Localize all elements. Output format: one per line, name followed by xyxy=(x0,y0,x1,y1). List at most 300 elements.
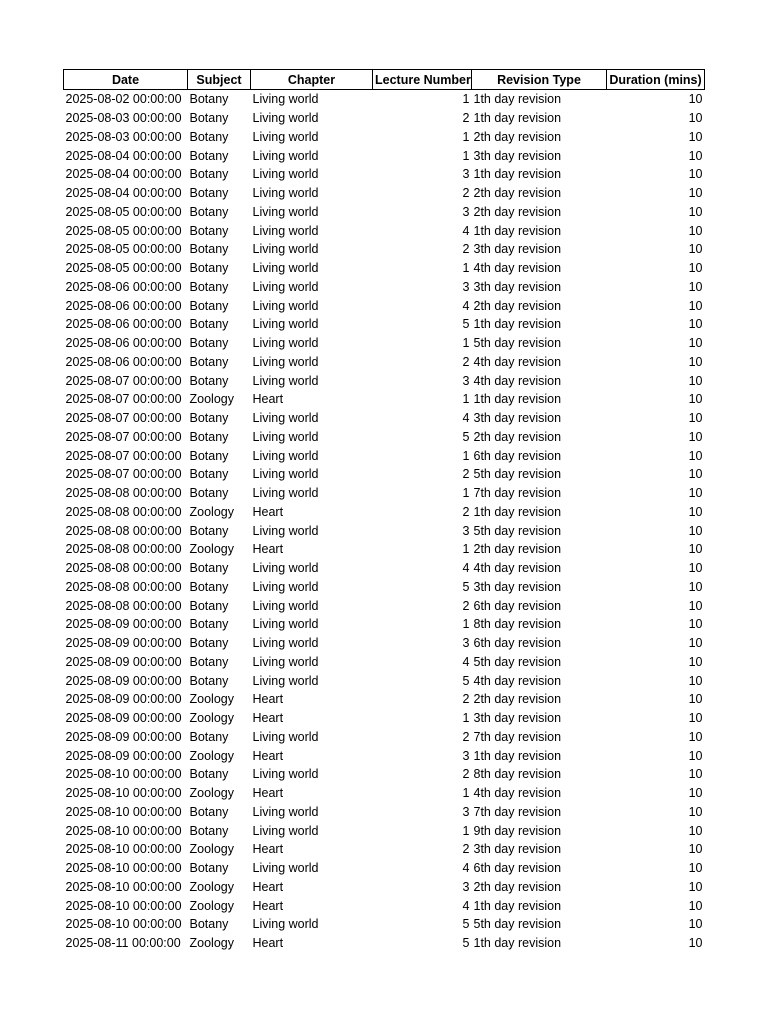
table-row xyxy=(64,521,705,540)
duration-cell[interactable]: 10 xyxy=(688,767,703,782)
chapter-cell[interactable]: Living world xyxy=(252,467,319,482)
date-cell[interactable]: 2025-08-08 00:00:00 xyxy=(65,561,182,576)
chapter-cell[interactable]: Living world xyxy=(252,242,319,257)
date-cell[interactable]: 2025-08-10 00:00:00 xyxy=(65,767,182,782)
revision-type-cell[interactable]: 2th day revision xyxy=(473,692,562,707)
chapter-cell[interactable]: Living world xyxy=(252,767,319,782)
chapter-cell[interactable]: Heart xyxy=(252,392,284,407)
duration-cell[interactable]: 10 xyxy=(688,336,703,351)
chapter-cell[interactable]: Living world xyxy=(252,429,319,444)
lecture-number-cell[interactable]: 5 xyxy=(462,429,470,444)
duration-cell[interactable]: 10 xyxy=(688,654,703,669)
subject-cell[interactable]: Botany xyxy=(189,523,229,538)
subject-cell[interactable]: Zoology xyxy=(189,936,234,951)
subject-cell[interactable]: Botany xyxy=(189,129,229,144)
chapter-cell[interactable]: Living world xyxy=(252,148,319,163)
duration-cell[interactable]: 10 xyxy=(688,92,703,107)
subject-cell[interactable]: Botany xyxy=(189,448,229,463)
subject-cell[interactable]: Botany xyxy=(189,861,229,876)
duration-cell[interactable]: 10 xyxy=(688,879,703,894)
duration-cell[interactable]: 10 xyxy=(688,692,703,707)
subject-cell[interactable]: Botany xyxy=(189,636,229,651)
duration-cell[interactable]: 10 xyxy=(688,467,703,482)
header-date[interactable]: Date xyxy=(64,70,188,90)
chapter-cell[interactable]: Living world xyxy=(252,617,319,632)
revision-type-cell[interactable]: 5th day revision xyxy=(473,523,562,538)
header-subject[interactable]: Subject xyxy=(188,70,251,90)
lecture-number-cell[interactable]: 1 xyxy=(462,711,470,726)
revision-type-cell[interactable]: 2th day revision xyxy=(473,542,562,557)
revision-type-cell[interactable]: 2th day revision xyxy=(473,429,562,444)
chapter-cell[interactable]: Heart xyxy=(252,711,284,726)
duration-cell[interactable]: 10 xyxy=(688,204,703,219)
date-cell[interactable]: 2025-08-03 00:00:00 xyxy=(65,129,182,144)
duration-cell[interactable]: 10 xyxy=(688,861,703,876)
subject-cell[interactable]: Botany xyxy=(189,186,229,201)
lecture-number-cell[interactable]: 3 xyxy=(462,373,470,388)
table-row xyxy=(64,671,705,690)
header-duration[interactable]: Duration (mins) xyxy=(607,70,705,90)
subject-cell[interactable]: Botany xyxy=(189,673,229,688)
subject-cell[interactable]: Botany xyxy=(189,654,229,669)
duration-cell[interactable]: 10 xyxy=(688,804,703,819)
chapter-cell[interactable]: Living world xyxy=(252,448,319,463)
date-cell[interactable]: 2025-08-08 00:00:00 xyxy=(65,542,182,557)
duration-cell[interactable]: 10 xyxy=(688,392,703,407)
revision-type-cell[interactable]: 4th day revision xyxy=(473,561,562,576)
subject-cell[interactable]: Botany xyxy=(189,261,229,276)
date-cell[interactable]: 2025-08-02 00:00:00 xyxy=(65,92,182,107)
date-cell[interactable]: 2025-08-10 00:00:00 xyxy=(65,804,182,819)
date-cell[interactable]: 2025-08-07 00:00:00 xyxy=(65,392,182,407)
revision-type-cell[interactable]: 1th day revision xyxy=(473,92,562,107)
duration-cell[interactable]: 10 xyxy=(688,917,703,932)
subject-cell[interactable]: Zoology xyxy=(189,786,234,801)
chapter-cell[interactable]: Living world xyxy=(252,654,319,669)
chapter-cell[interactable]: Heart xyxy=(252,898,284,913)
duration-cell[interactable]: 10 xyxy=(688,673,703,688)
lecture-number-cell[interactable]: 1 xyxy=(462,129,470,144)
revision-type-cell[interactable]: 7th day revision xyxy=(473,729,562,744)
date-cell[interactable]: 2025-08-09 00:00:00 xyxy=(65,729,182,744)
duration-cell[interactable]: 10 xyxy=(688,129,703,144)
revision-type-cell[interactable]: 8th day revision xyxy=(473,617,562,632)
lecture-number-cell[interactable]: 5 xyxy=(462,579,470,594)
lecture-number-cell[interactable]: 3 xyxy=(462,167,470,182)
date-cell[interactable]: 2025-08-07 00:00:00 xyxy=(65,373,182,388)
subject-cell[interactable]: Zoology xyxy=(189,711,234,726)
date-cell[interactable]: 2025-08-05 00:00:00 xyxy=(65,261,182,276)
lecture-number-cell[interactable]: 2 xyxy=(462,598,470,613)
lecture-number-cell[interactable]: 1 xyxy=(462,336,470,351)
chapter-cell[interactable]: Heart xyxy=(252,504,284,519)
revision-type-cell[interactable]: 2th day revision xyxy=(473,298,562,313)
table-row xyxy=(64,934,705,953)
revision-type-cell[interactable]: 1th day revision xyxy=(473,898,562,913)
subject-cell[interactable]: Botany xyxy=(189,823,229,838)
table-row xyxy=(64,428,705,447)
duration-cell[interactable]: 10 xyxy=(688,617,703,632)
subject-cell[interactable]: Zoology xyxy=(189,392,234,407)
date-cell[interactable]: 2025-08-05 00:00:00 xyxy=(65,242,182,257)
chapter-cell[interactable]: Living world xyxy=(252,129,319,144)
revision-type-cell[interactable]: 3th day revision xyxy=(473,411,562,426)
duration-cell[interactable]: 10 xyxy=(688,167,703,182)
subject-cell[interactable]: Botany xyxy=(189,579,229,594)
revision-type-cell[interactable]: 4th day revision xyxy=(473,261,562,276)
subject-cell[interactable]: Botany xyxy=(189,767,229,782)
chapter-cell[interactable]: Living world xyxy=(252,223,319,238)
revision-type-cell[interactable]: 9th day revision xyxy=(473,823,562,838)
subject-cell[interactable]: Botany xyxy=(189,354,229,369)
lecture-number-cell[interactable]: 2 xyxy=(462,767,470,782)
table-row xyxy=(64,746,705,765)
date-cell[interactable]: 2025-08-05 00:00:00 xyxy=(65,223,182,238)
duration-cell[interactable]: 10 xyxy=(688,823,703,838)
chapter-cell[interactable]: Living world xyxy=(252,336,319,351)
lecture-number-cell[interactable]: 2 xyxy=(462,186,470,201)
chapter-cell[interactable]: Living world xyxy=(252,204,319,219)
revision-type-cell[interactable]: 7th day revision xyxy=(473,486,562,501)
lecture-number-cell[interactable]: 1 xyxy=(462,486,470,501)
subject-cell[interactable]: Botany xyxy=(189,411,229,426)
subject-cell[interactable]: Botany xyxy=(189,279,229,294)
revision-type-cell[interactable]: 1th day revision xyxy=(473,111,562,126)
chapter-cell[interactable]: Living world xyxy=(252,92,319,107)
date-cell[interactable]: 2025-08-06 00:00:00 xyxy=(65,317,182,332)
date-cell[interactable]: 2025-08-10 00:00:00 xyxy=(65,917,182,932)
revision-type-cell[interactable]: 3th day revision xyxy=(473,279,562,294)
date-cell[interactable]: 2025-08-04 00:00:00 xyxy=(65,186,182,201)
duration-cell[interactable]: 10 xyxy=(688,111,703,126)
lecture-number-cell[interactable]: 2 xyxy=(462,111,470,126)
lecture-number-cell[interactable]: 3 xyxy=(462,748,470,763)
date-cell[interactable]: 2025-08-07 00:00:00 xyxy=(65,467,182,482)
subject-cell[interactable]: Zoology xyxy=(189,898,234,913)
revision-type-cell[interactable]: 2th day revision xyxy=(473,879,562,894)
subject-cell[interactable]: Botany xyxy=(189,486,229,501)
date-cell[interactable]: 2025-08-08 00:00:00 xyxy=(65,579,182,594)
chapter-cell[interactable]: Heart xyxy=(252,748,284,763)
subject-cell[interactable]: Zoology xyxy=(189,504,234,519)
revision-type-cell[interactable]: 7th day revision xyxy=(473,804,562,819)
lecture-number-cell[interactable]: 1 xyxy=(462,448,470,463)
date-cell[interactable]: 2025-08-08 00:00:00 xyxy=(65,486,182,501)
lecture-number-cell[interactable]: 1 xyxy=(462,823,470,838)
revision-type-cell[interactable]: 4th day revision xyxy=(473,373,562,388)
duration-cell[interactable]: 10 xyxy=(688,486,703,501)
subject-cell[interactable]: Zoology xyxy=(189,692,234,707)
date-cell[interactable]: 2025-08-04 00:00:00 xyxy=(65,148,182,163)
subject-cell[interactable]: Zoology xyxy=(189,879,234,894)
lecture-number-cell[interactable]: 1 xyxy=(462,617,470,632)
date-cell[interactable]: 2025-08-08 00:00:00 xyxy=(65,504,182,519)
lecture-number-cell[interactable]: 2 xyxy=(462,354,470,369)
duration-cell[interactable]: 10 xyxy=(688,786,703,801)
chapter-cell[interactable]: Heart xyxy=(252,786,284,801)
lecture-number-cell[interactable]: 2 xyxy=(462,504,470,519)
table-row xyxy=(64,859,705,878)
chapter-cell[interactable]: Living world xyxy=(252,111,319,126)
date-cell[interactable]: 2025-08-08 00:00:00 xyxy=(65,598,182,613)
duration-cell[interactable]: 10 xyxy=(688,748,703,763)
date-cell[interactable]: 2025-08-09 00:00:00 xyxy=(65,636,182,651)
chapter-cell[interactable]: Heart xyxy=(252,879,284,894)
subject-cell[interactable]: Botany xyxy=(189,223,229,238)
subject-cell[interactable]: Botany xyxy=(189,373,229,388)
revision-type-cell[interactable]: 3th day revision xyxy=(473,579,562,594)
revision-type-cell[interactable]: 6th day revision xyxy=(473,636,562,651)
duration-cell[interactable]: 10 xyxy=(688,579,703,594)
date-cell[interactable]: 2025-08-10 00:00:00 xyxy=(65,842,182,857)
lecture-number-cell[interactable]: 3 xyxy=(462,279,470,294)
revision-type-cell[interactable]: 1th day revision xyxy=(473,748,562,763)
chapter-cell[interactable]: Living world xyxy=(252,579,319,594)
revision-type-cell[interactable]: 3th day revision xyxy=(473,842,562,857)
date-cell[interactable]: 2025-08-10 00:00:00 xyxy=(65,898,182,913)
date-cell[interactable]: 2025-08-07 00:00:00 xyxy=(65,411,182,426)
table-row xyxy=(64,503,705,522)
revision-type-cell[interactable]: 8th day revision xyxy=(473,767,562,782)
date-cell[interactable]: 2025-08-07 00:00:00 xyxy=(65,429,182,444)
revision-type-cell[interactable]: 2th day revision xyxy=(473,129,562,144)
revision-type-cell[interactable]: 4th day revision xyxy=(473,354,562,369)
date-cell[interactable]: 2025-08-06 00:00:00 xyxy=(65,298,182,313)
revision-schedule-sheet xyxy=(63,69,704,953)
date-cell[interactable]: 2025-08-09 00:00:00 xyxy=(65,748,182,763)
chapter-cell[interactable]: Heart xyxy=(252,692,284,707)
duration-cell[interactable]: 10 xyxy=(688,223,703,238)
revision-type-cell[interactable]: 5th day revision xyxy=(473,917,562,932)
duration-cell[interactable]: 10 xyxy=(688,598,703,613)
date-cell[interactable]: 2025-08-10 00:00:00 xyxy=(65,861,182,876)
date-cell[interactable]: 2025-08-03 00:00:00 xyxy=(65,111,182,126)
revision-type-cell[interactable]: 2th day revision xyxy=(473,186,562,201)
lecture-number-cell[interactable]: 1 xyxy=(462,148,470,163)
duration-cell[interactable]: 10 xyxy=(688,729,703,744)
chapter-cell[interactable]: Living world xyxy=(252,186,319,201)
lecture-number-cell[interactable]: 4 xyxy=(462,898,470,913)
revision-type-cell[interactable]: 1th day revision xyxy=(473,223,562,238)
table-row xyxy=(64,353,705,372)
subject-cell[interactable]: Botany xyxy=(189,92,229,107)
duration-cell[interactable]: 10 xyxy=(688,542,703,557)
date-cell[interactable]: 2025-08-06 00:00:00 xyxy=(65,354,182,369)
chapter-cell[interactable]: Living world xyxy=(252,861,319,876)
chapter-cell[interactable]: Living world xyxy=(252,373,319,388)
subject-cell[interactable]: Zoology xyxy=(189,542,234,557)
chapter-cell[interactable]: Living world xyxy=(252,561,319,576)
lecture-number-cell[interactable]: 2 xyxy=(462,242,470,257)
duration-cell[interactable]: 10 xyxy=(688,242,703,257)
lecture-number-cell[interactable]: 5 xyxy=(462,936,470,951)
table-row xyxy=(64,109,705,128)
revision-type-cell[interactable]: 4th day revision xyxy=(473,673,562,688)
chapter-cell[interactable]: Living world xyxy=(252,261,319,276)
date-cell[interactable]: 2025-08-05 00:00:00 xyxy=(65,204,182,219)
duration-cell[interactable]: 10 xyxy=(688,317,703,332)
subject-cell[interactable]: Botany xyxy=(189,204,229,219)
chapter-cell[interactable]: Living world xyxy=(252,673,319,688)
lecture-number-cell[interactable]: 4 xyxy=(462,654,470,669)
date-cell[interactable]: 2025-08-06 00:00:00 xyxy=(65,279,182,294)
chapter-cell[interactable]: Living world xyxy=(252,523,319,538)
subject-cell[interactable]: Botany xyxy=(189,167,229,182)
duration-cell[interactable]: 10 xyxy=(688,523,703,538)
duration-cell[interactable]: 10 xyxy=(688,279,703,294)
table-row xyxy=(64,765,705,784)
subject-cell[interactable]: Zoology xyxy=(189,842,234,857)
chapter-cell[interactable]: Living world xyxy=(252,598,319,613)
date-cell[interactable]: 2025-08-10 00:00:00 xyxy=(65,823,182,838)
duration-cell[interactable]: 10 xyxy=(688,636,703,651)
subject-cell[interactable]: Zoology xyxy=(189,748,234,763)
revision-type-cell[interactable]: 3th day revision xyxy=(473,148,562,163)
lecture-number-cell[interactable]: 3 xyxy=(462,804,470,819)
chapter-cell[interactable]: Living world xyxy=(252,486,319,501)
duration-cell[interactable]: 10 xyxy=(688,186,703,201)
chapter-cell[interactable]: Living world xyxy=(252,917,319,932)
table-row xyxy=(64,559,705,578)
lecture-number-cell[interactable]: 2 xyxy=(462,692,470,707)
table-row xyxy=(64,896,705,915)
revision-type-cell[interactable]: 1th day revision xyxy=(473,936,562,951)
lecture-number-cell[interactable]: 2 xyxy=(462,467,470,482)
lecture-number-cell[interactable]: 4 xyxy=(462,411,470,426)
revision-type-cell[interactable]: 6th day revision xyxy=(473,598,562,613)
table-row xyxy=(64,90,705,109)
lecture-number-cell[interactable]: 4 xyxy=(462,223,470,238)
subject-cell[interactable]: Botany xyxy=(189,317,229,332)
subject-cell[interactable]: Botany xyxy=(189,467,229,482)
revision-type-cell[interactable]: 5th day revision xyxy=(473,336,562,351)
lecture-number-cell[interactable]: 1 xyxy=(462,392,470,407)
duration-cell[interactable]: 10 xyxy=(688,898,703,913)
revision-type-cell[interactable]: 6th day revision xyxy=(473,448,562,463)
subject-cell[interactable]: Botany xyxy=(189,148,229,163)
chapter-cell[interactable]: Living world xyxy=(252,354,319,369)
lecture-number-cell[interactable]: 3 xyxy=(462,636,470,651)
lecture-number-cell[interactable]: 3 xyxy=(462,523,470,538)
subject-cell[interactable]: Botany xyxy=(189,111,229,126)
chapter-cell[interactable]: Heart xyxy=(252,542,284,557)
subject-cell[interactable]: Botany xyxy=(189,598,229,613)
date-cell[interactable]: 2025-08-07 00:00:00 xyxy=(65,448,182,463)
revision-type-cell[interactable]: 1th day revision xyxy=(473,167,562,182)
lecture-number-cell[interactable]: 5 xyxy=(462,917,470,932)
revision-type-cell[interactable]: 3th day revision xyxy=(473,242,562,257)
date-cell[interactable]: 2025-08-11 00:00:00 xyxy=(65,936,181,951)
revision-type-cell[interactable]: 5th day revision xyxy=(473,654,562,669)
revision-type-cell[interactable]: 4th day revision xyxy=(473,786,562,801)
lecture-number-cell[interactable]: 2 xyxy=(462,729,470,744)
header-revision-type[interactable]: Revision Type xyxy=(472,70,607,90)
duration-cell[interactable]: 10 xyxy=(688,561,703,576)
duration-cell[interactable]: 10 xyxy=(688,429,703,444)
chapter-cell[interactable]: Living world xyxy=(252,729,319,744)
table-body xyxy=(64,90,705,953)
chapter-cell[interactable]: Living world xyxy=(252,823,319,838)
date-cell[interactable]: 2025-08-10 00:00:00 xyxy=(65,879,182,894)
duration-cell[interactable]: 10 xyxy=(688,354,703,369)
lecture-number-cell[interactable]: 1 xyxy=(462,786,470,801)
revision-type-cell[interactable]: 1th day revision xyxy=(473,392,562,407)
subject-cell[interactable]: Botany xyxy=(189,804,229,819)
revision-type-cell[interactable]: 5th day revision xyxy=(473,467,562,482)
revision-type-cell[interactable]: 1th day revision xyxy=(473,317,562,332)
table-row xyxy=(64,690,705,709)
duration-cell[interactable]: 10 xyxy=(688,298,703,313)
lecture-number-cell[interactable]: 3 xyxy=(462,204,470,219)
duration-cell[interactable]: 10 xyxy=(688,711,703,726)
duration-cell[interactable]: 10 xyxy=(688,448,703,463)
date-cell[interactable]: 2025-08-09 00:00:00 xyxy=(65,692,182,707)
chapter-cell[interactable]: Living world xyxy=(252,298,319,313)
duration-cell[interactable]: 10 xyxy=(688,504,703,519)
date-cell[interactable]: 2025-08-09 00:00:00 xyxy=(65,673,182,688)
duration-cell[interactable]: 10 xyxy=(688,411,703,426)
date-cell[interactable]: 2025-08-06 00:00:00 xyxy=(65,336,182,351)
lecture-number-cell[interactable]: 1 xyxy=(462,542,470,557)
table-row xyxy=(64,821,705,840)
subject-cell[interactable]: Botany xyxy=(189,561,229,576)
subject-cell[interactable]: Botany xyxy=(189,242,229,257)
duration-cell[interactable]: 10 xyxy=(688,373,703,388)
revision-type-cell[interactable]: 3th day revision xyxy=(473,711,562,726)
chapter-cell[interactable]: Living world xyxy=(252,167,319,182)
subject-cell[interactable]: Botany xyxy=(189,617,229,632)
lecture-number-cell[interactable]: 1 xyxy=(462,261,470,276)
lecture-number-cell[interactable]: 4 xyxy=(462,861,470,876)
date-cell[interactable]: 2025-08-10 00:00:00 xyxy=(65,786,182,801)
chapter-cell[interactable]: Living world xyxy=(252,317,319,332)
subject-cell[interactable]: Botany xyxy=(189,298,229,313)
revision-type-cell[interactable]: 2th day revision xyxy=(473,204,562,219)
date-cell[interactable]: 2025-08-09 00:00:00 xyxy=(65,654,182,669)
date-cell[interactable]: 2025-08-09 00:00:00 xyxy=(65,711,182,726)
header-lecture-number[interactable]: Lecture Number xyxy=(373,70,472,90)
lecture-number-cell[interactable]: 5 xyxy=(462,673,470,688)
header-chapter[interactable]: Chapter xyxy=(251,70,373,90)
revision-type-cell[interactable]: 1th day revision xyxy=(473,504,562,519)
subject-cell[interactable]: Botany xyxy=(189,336,229,351)
chapter-cell[interactable]: Living world xyxy=(252,636,319,651)
date-cell[interactable]: 2025-08-04 00:00:00 xyxy=(65,167,182,182)
date-cell[interactable]: 2025-08-09 00:00:00 xyxy=(65,617,182,632)
chapter-cell[interactable]: Heart xyxy=(252,842,284,857)
lecture-number-cell[interactable]: 4 xyxy=(462,298,470,313)
subject-cell[interactable]: Botany xyxy=(189,917,229,932)
subject-cell[interactable]: Botany xyxy=(189,729,229,744)
chapter-cell[interactable]: Heart xyxy=(252,936,284,951)
lecture-number-cell[interactable]: 2 xyxy=(462,842,470,857)
chapter-cell[interactable]: Living world xyxy=(252,279,319,294)
subject-cell[interactable]: Botany xyxy=(189,429,229,444)
lecture-number-cell[interactable]: 4 xyxy=(462,561,470,576)
revision-type-cell[interactable]: 6th day revision xyxy=(473,861,562,876)
chapter-cell[interactable]: Living world xyxy=(252,411,319,426)
chapter-cell[interactable]: Living world xyxy=(252,804,319,819)
duration-cell[interactable]: 10 xyxy=(688,842,703,857)
date-cell[interactable]: 2025-08-08 00:00:00 xyxy=(65,523,182,538)
duration-cell[interactable]: 10 xyxy=(688,261,703,276)
lecture-number-cell[interactable]: 1 xyxy=(462,92,470,107)
lecture-number-cell[interactable]: 3 xyxy=(462,879,470,894)
duration-cell[interactable]: 10 xyxy=(688,936,703,951)
lecture-number-cell[interactable]: 5 xyxy=(462,317,470,332)
table-row xyxy=(64,221,705,240)
duration-cell[interactable]: 10 xyxy=(688,148,703,163)
